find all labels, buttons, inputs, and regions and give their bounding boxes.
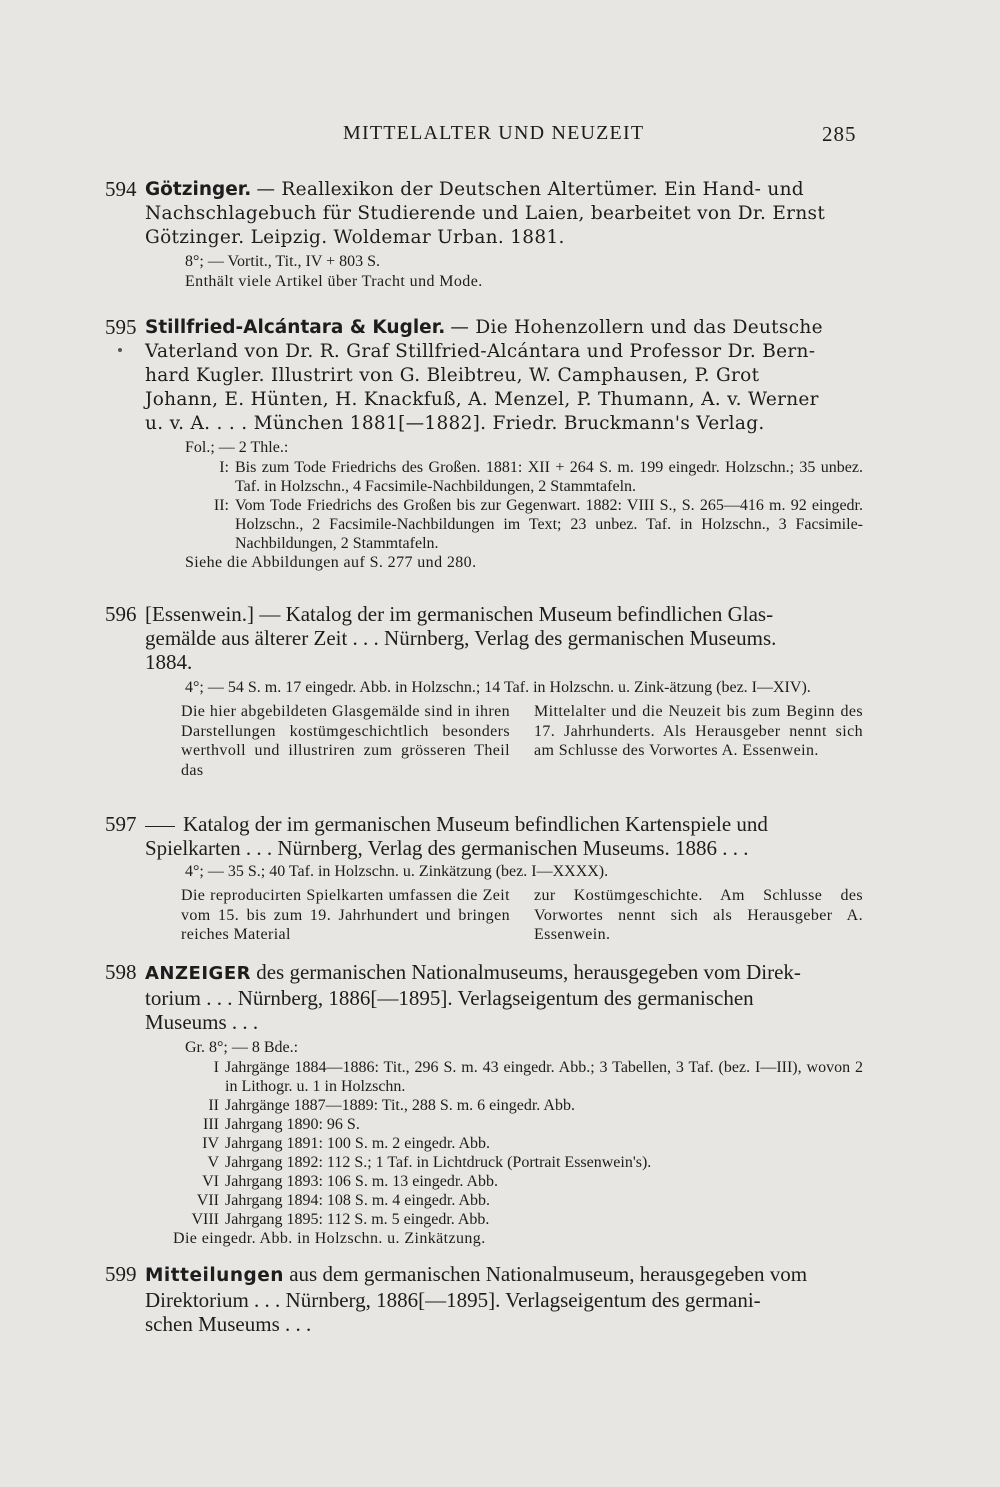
page-number: 285 <box>822 122 857 146</box>
volume-key: I <box>213 1059 219 1076</box>
entry-number: 599 <box>105 1262 137 1286</box>
entry-collation: 4°; — 54 S. m. 17 eingedr. Abb. in Holzschn.; 14 Taf. in Holzschn. u. Zink-ätzung (bez. I—XIV). <box>185 679 811 696</box>
annotation-left: Die reproducirten Spielkarten umfassen die Zeit vom 15. bis zum 19. Jahrhundert und bringen reiches Material <box>181 887 510 943</box>
volume-key: VIII <box>191 1211 219 1228</box>
entry-title: — Katalog der im germanischen Museum befindlichen Glas- <box>259 602 774 626</box>
entry-title-line: u. v. A. . . . München 1881[—1882]. Friedr. Bruckmann's Verlag. <box>145 413 765 434</box>
volume-key: V <box>207 1154 219 1171</box>
volume-row <box>145 1153 863 1172</box>
entry-author: Götzinger. <box>145 179 252 200</box>
entry-title-line: torium . . . Nürnberg, 1886[—1895]. Verlagseigentum des germanischen <box>145 986 754 1010</box>
entry-number: 596 <box>105 602 137 626</box>
volume-text: Jahrgang 1890: 96 S. <box>225 1116 360 1133</box>
entry-annotation-columns <box>145 886 863 945</box>
volume-text: Bis zum Tode Friedrichs des Großen. 1881: XII + 264 S. m. 199 eingedr. Holzschn.; 35 unbez. Taf. in Holzschn., 4 Facsimile-Nachbildungen, 2 Stammtafeln. <box>235 459 863 495</box>
entry-title-line: schen Museums . . . <box>145 1312 312 1336</box>
entry-body <box>145 177 863 292</box>
volume-row <box>145 1172 863 1191</box>
entry-number: 597 <box>105 812 137 836</box>
entry-author: Stillfried-Alcántara & Kugler. <box>145 317 446 338</box>
entry-author: ANZEIGER <box>145 963 251 984</box>
entry-collation: Gr. 8°; — 8 Bde.: <box>185 1039 299 1056</box>
volume-row <box>145 1058 863 1096</box>
volume-text: Jahrgang 1892: 112 S.; 1 Taf. in Lichtdruck (Portrait Essenwein's). <box>225 1154 652 1171</box>
volume-text: Jahrgang 1891: 100 S. m. 2 eingedr. Abb. <box>225 1135 491 1152</box>
entry-title: Katalog der im germanischen Museum befindlichen Kartenspiele und <box>183 812 768 836</box>
volume-text: Jahrgang 1895: 112 S. m. 5 eingedr. Abb. <box>225 1211 490 1228</box>
entry-body <box>145 1262 863 1336</box>
entry-body <box>145 960 863 1249</box>
volume-row <box>145 1134 863 1153</box>
entry-title-line: Spielkarten . . . Nürnberg, Verlag des germanischen Museums. 1886 . . . <box>145 836 749 860</box>
entry-number: 595 <box>105 315 137 339</box>
entry-title: — Die Hohenzollern und das Deutsche <box>450 317 823 338</box>
running-head <box>0 122 1000 152</box>
entry-title-line: hard Kugler. Illustrirt von G. Bleibtreu, W. Camphausen, P. Grot <box>145 365 760 386</box>
entry-note: Siehe die Abbildungen auf S. 277 und 280. <box>185 554 477 571</box>
entry-body <box>145 315 863 573</box>
volume-row <box>145 1096 863 1115</box>
volume-list <box>145 458 863 553</box>
volume-row <box>145 1191 863 1210</box>
entry-author: [Essenwein.] <box>145 602 255 626</box>
volume-text: Jahrgänge 1887—1889: Tit., 288 S. m. 6 eingedr. Abb. <box>225 1097 575 1114</box>
volume-row <box>155 496 863 553</box>
volume-row <box>145 1210 863 1229</box>
entry-title: des germanischen Nationalmuseums, herausgegeben vom Direk- <box>256 960 801 984</box>
entry-title-line: Johann, E. Hünten, H. Knackfuß, A. Menzel, P. Thumann, A. v. Werner <box>145 389 819 410</box>
entry-title-line: Museums . . . <box>145 1010 259 1034</box>
volume-key: III <box>203 1116 219 1133</box>
volume-key: VI <box>202 1173 219 1190</box>
entry-body <box>145 812 863 945</box>
entry-title: — Reallexikon der Deutschen Altertümer. Ein Hand- und <box>256 179 804 200</box>
annotation-right: Mittelalter und die Neuzeit bis zum Beginn des 17. Jahrhunderts. Als Herausgeber nennt sich am Schlusse des Vorwortes A. Essenwein. <box>534 703 863 759</box>
entry-title-line: 1884. <box>145 650 193 674</box>
volume-row <box>155 458 863 496</box>
entry-title: aus dem germanischen Nationalmuseum, herausgegeben vom <box>289 1262 808 1286</box>
ditto-dash <box>145 826 175 827</box>
volume-text: Jahrgang 1893: 106 S. m. 13 eingedr. Abb. <box>225 1173 499 1190</box>
volume-key: I: <box>219 459 229 476</box>
entry-collation: 8°; — Vortit., Tit., IV + 803 S. <box>185 253 381 270</box>
volume-text: Jahrgang 1894: 108 S. m. 4 eingedr. Abb. <box>225 1192 491 1209</box>
volume-row <box>145 1115 863 1134</box>
entry-title-line: Götzinger. Leipzig. Woldemar Urban. 1881. <box>145 227 565 248</box>
entry-collation: Fol.; — 2 Thle.: <box>185 439 289 456</box>
entry-title-line: Direktorium . . . Nürnberg, 1886[—1895]. Verlagseigentum des germani- <box>145 1288 761 1312</box>
volume-text: Vom Tode Friedrichs des Großen bis zur Gegenwart. 1882: VIII S., S. 265—416 m. 92 eingedr. Holzschn., 2 Facsimile-Nachbildungen im Text; 23 unbez. Taf. in Holzschn., 3 Facsimile-Nachbildungen, 2 Stammtafeln. <box>235 497 863 552</box>
volume-text: Jahrgänge 1884—1886: Tit., 296 S. m. 43 eingedr. Abb.; 3 Tabellen, 3 Taf. (bez. I—III), wovon 2 in Lithogr. u. 1 in Holzschn. <box>225 1059 863 1095</box>
entry-note: Enthält viele Artikel über Tracht und Mode. <box>185 273 483 290</box>
entry-body <box>145 602 863 780</box>
entry-author: Mitteilungen <box>145 1265 284 1286</box>
running-head-title: MITTELALTER UND NEUZEIT <box>343 122 645 144</box>
stray-mark <box>118 348 122 352</box>
entry-number: 598 <box>105 960 137 984</box>
entry-title-line: gemälde aus älterer Zeit . . . Nürnberg, Verlag des germanischen Museums. <box>145 626 777 650</box>
entry-collation: 4°; — 35 S.; 40 Taf. in Holzschn. u. Zinkätzung (bez. I—XXXX). <box>185 863 609 880</box>
entry-title-line: Vaterland von Dr. R. Graf Stillfried-Alcántara und Professor Dr. Bern- <box>145 341 816 362</box>
entry-note: Die eingedr. Abb. in Holzschn. u. Zinkätzung. <box>173 1230 486 1247</box>
entry-annotation-columns <box>145 702 863 780</box>
volume-key: II <box>208 1097 219 1114</box>
entry-title-line: Nachschlagebuch für Studierende und Laien, bearbeitet von Dr. Ernst <box>145 203 826 224</box>
annotation-right: zur Kostümgeschichte. Am Schlusse des Vorwortes nennt sich als Herausgeber A. Essenwein. <box>534 887 863 943</box>
volume-key: VII <box>196 1192 219 1209</box>
entry-number: 594 <box>105 177 137 201</box>
volume-key: II: <box>213 497 229 514</box>
volume-list <box>145 1058 863 1229</box>
volume-key: IV <box>202 1135 219 1152</box>
annotation-left: Die hier abgebildeten Glasgemälde sind in ihren Darstellungen kostümgeschichtlich besonders werthvoll und illustriren zum grösseren Theil das <box>181 703 510 779</box>
